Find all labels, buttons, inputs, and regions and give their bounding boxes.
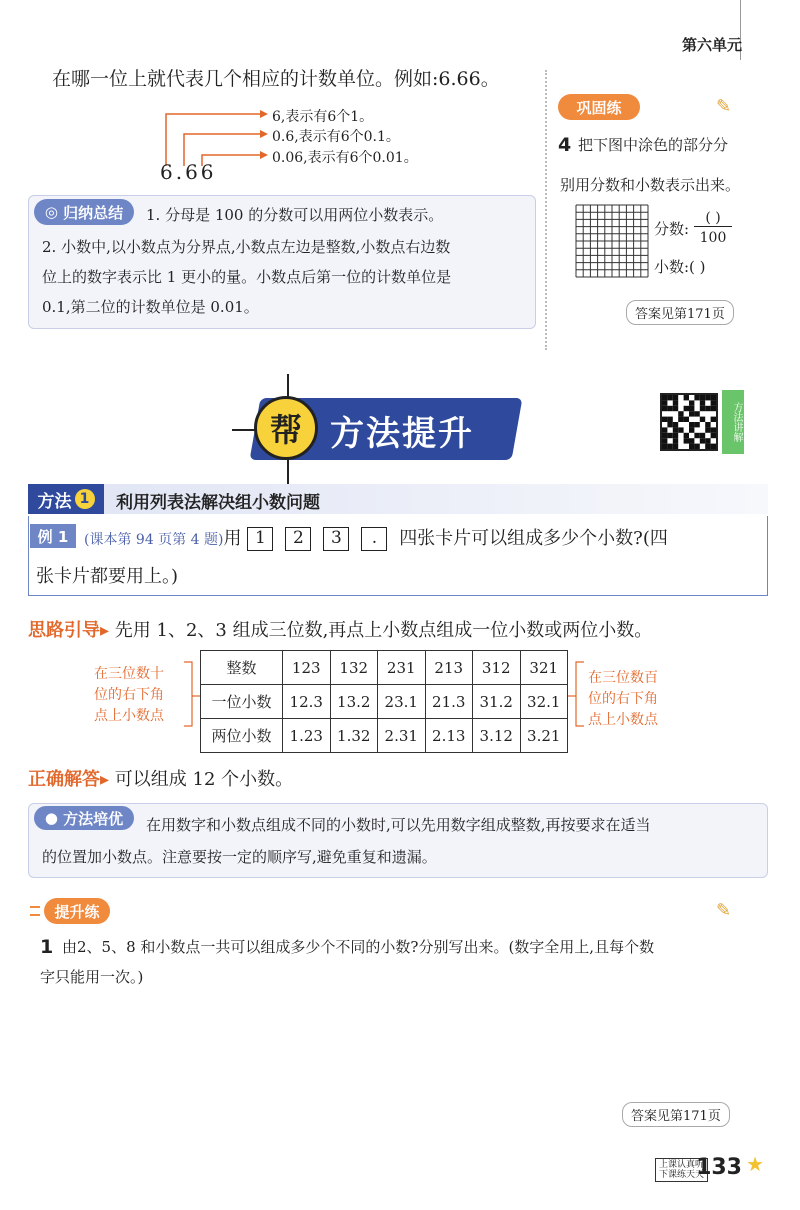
qr-module [662, 406, 667, 411]
qr-module [711, 406, 716, 411]
table-row [201, 719, 568, 753]
table-cell: 31.2 [473, 685, 521, 719]
qr-module [667, 406, 672, 411]
intro-text: 在哪一位上就代表几个相应的计数单位。例如:6.66。 [52, 68, 500, 90]
corner-decoration [740, 0, 780, 60]
qr-module [667, 422, 672, 427]
card-3: 3 [323, 527, 349, 551]
consolidate-tag: 巩固练 [558, 94, 640, 120]
qr-module [662, 444, 667, 449]
qr-module [705, 406, 710, 411]
table-cell: 3.21 [520, 719, 568, 753]
qr-module [694, 395, 699, 400]
qr-module [689, 427, 694, 432]
qr-module [678, 417, 683, 422]
qr-code[interactable] [660, 393, 718, 451]
example-pre: 用 [223, 528, 242, 549]
qr-module [667, 444, 672, 449]
qr-module [689, 400, 694, 405]
table-cell: 2.31 [378, 719, 426, 753]
qr-module [689, 411, 694, 416]
column-divider [545, 70, 547, 350]
qr-module [673, 433, 678, 438]
qr-module [700, 438, 705, 443]
card-2: 2 [285, 527, 311, 551]
tip-tag-label: 方法培优 [63, 809, 124, 828]
table-cell: 21.3 [425, 685, 473, 719]
raise-answer-reference: 答案见第171页 [622, 1102, 730, 1127]
qr-module [684, 433, 689, 438]
method-number: 1 [75, 489, 95, 509]
exercise-number: 4 [558, 134, 572, 156]
qr-module [667, 395, 672, 400]
summary-line-4: 0.1,第二位的计数单位是 0.01。 [42, 298, 259, 316]
qr-module [667, 417, 672, 422]
note-right-line: 点上小数点 [588, 712, 658, 728]
banner-title: 方法提升 [330, 414, 474, 454]
table-cell: 231 [378, 651, 426, 685]
qr-module [711, 427, 716, 432]
qr-module [711, 400, 716, 405]
qr-module [673, 395, 678, 400]
table-cell: 213 [425, 651, 473, 685]
example-line-1 [84, 524, 668, 551]
answer-reference: 答案见第171页 [626, 300, 734, 325]
table-cell: 13.2 [330, 685, 378, 719]
example-post: 四张卡片可以组成多少个小数?(四 [399, 528, 668, 549]
qr-module [673, 427, 678, 432]
note-left [94, 664, 164, 727]
qr-module [673, 400, 678, 405]
qr-module [684, 395, 689, 400]
qr-module [711, 433, 716, 438]
qr-module [689, 422, 694, 427]
thinking-line: 思路引导▸ 先用 1、2、3 组成三位数,再点上小数点组成一位小数或两位小数。 [28, 620, 653, 641]
fraction-denominator: 100 [699, 230, 727, 246]
qr-module [662, 417, 667, 422]
table-cell: 312 [473, 651, 521, 685]
method-tag [28, 484, 104, 514]
table-cell: 23.1 [378, 685, 426, 719]
qr-module [711, 395, 716, 400]
qr-module [678, 411, 683, 416]
qr-module [694, 433, 699, 438]
diagram-number: 6.66 [160, 160, 217, 184]
qr-module [662, 438, 667, 443]
tip-line-2: 的位置加小数点。注意要按一定的顺序写,避免重复和遗漏。 [42, 848, 437, 866]
table-cell: 3.12 [473, 719, 521, 753]
method-title: 利用列表法解决组小数问题 [116, 493, 320, 513]
qr-module [700, 406, 705, 411]
bang-badge: 帮 [254, 396, 318, 460]
diagram-label-tenths: 0.6,表示有6个0.1。 [272, 129, 400, 145]
thinking-text: 先用 1、2、3 组成三位数,再点上小数点组成一位小数或两位小数。 [114, 620, 653, 641]
qr-module [711, 444, 716, 449]
qr-module [700, 417, 705, 422]
note-left-line: 点上小数点 [94, 708, 164, 724]
card-dot: . [361, 527, 387, 551]
footer-brand-line: 下课练天天 [658, 1170, 704, 1180]
table-cell: 123 [283, 651, 331, 685]
fraction-label: 分数: [654, 220, 690, 238]
summary-line-2: 2. 小数中,以小数点为分界点,小数点左边是整数,小数点右边数 [42, 238, 451, 256]
footer-brand-line: 上课认真听 [658, 1160, 704, 1170]
qr-side-label: 方法讲解 [722, 390, 744, 454]
qr-module [694, 444, 699, 449]
qr-module [684, 406, 689, 411]
qr-module [662, 427, 667, 432]
note-right [588, 668, 658, 731]
table-row [201, 651, 568, 685]
qr-module [689, 438, 694, 443]
qr-module [705, 444, 710, 449]
qr-module [711, 417, 716, 422]
tip-tag: ● 方法培优 [34, 806, 134, 830]
qr-module [705, 422, 710, 427]
hundred-grid [575, 204, 649, 278]
qr-module [705, 427, 710, 432]
qr-module [673, 438, 678, 443]
table-cell: 一位小数 [201, 685, 283, 719]
table-cell: 1.32 [330, 719, 378, 753]
qr-module [689, 444, 694, 449]
note-left-line: 在三位数十 [94, 666, 164, 682]
method-tag-label: 方法 [37, 491, 72, 512]
summary-line-1: 1. 分母是 100 的分数可以用两位小数表示。 [146, 206, 444, 224]
diagram-label-hundredths: 0.06,表示有6个0.01。 [272, 150, 418, 166]
qr-module [705, 438, 710, 443]
unit-title: 第六单元 [681, 36, 742, 54]
qr-module [667, 433, 672, 438]
table-cell: 321 [520, 651, 568, 685]
qr-module [694, 422, 699, 427]
qr-module [684, 417, 689, 422]
pencil-icon: ✎ [716, 96, 732, 117]
answer-label: 正确解答 [28, 769, 100, 790]
qr-module [694, 411, 699, 416]
qr-module [673, 406, 678, 411]
qr-module [662, 395, 667, 400]
qr-module [700, 433, 705, 438]
note-right-line: 在三位数百 [588, 670, 658, 686]
decimal-table [200, 650, 568, 753]
page-number: 133 [696, 1155, 742, 1180]
qr-module [678, 427, 683, 432]
note-left-line: 位的右下角 [94, 687, 164, 703]
example-source: (课本第 94 页第 4 题) [84, 532, 224, 548]
note-right-line: 位的右下角 [588, 691, 658, 707]
table-cell: 整数 [201, 651, 283, 685]
raise-line-1: 由2、5、8 和小数点一共可以组成多少个不同的小数?分别写出来。(数字全用上,且每个数 [62, 938, 655, 956]
table-cell: 两位小数 [201, 719, 283, 753]
star-icon: ★ [746, 1152, 764, 1176]
note-left-bracket [182, 660, 200, 728]
qr-module [689, 406, 694, 411]
qr-module [673, 444, 678, 449]
decimal-answer[interactable]: 小数:( ) [654, 258, 706, 276]
summary-tag: ◎ 归纳总结 [34, 199, 134, 225]
fraction-numerator[interactable]: ( ) [694, 210, 732, 227]
answer-text: 可以组成 12 个小数。 [114, 769, 294, 790]
qr-module [700, 400, 705, 405]
summary-line-3: 位上的数字表示比 1 更小的量。小数点后第一位的计数单位是 [42, 268, 452, 286]
summary-tag-label: 归纳总结 [63, 203, 124, 222]
qr-module [662, 400, 667, 405]
note-right-bracket [568, 660, 586, 728]
raise-line-2: 字只能用一次。) [40, 968, 144, 986]
qr-module [700, 395, 705, 400]
pencil-icon: ✎ [716, 900, 732, 921]
table-row [201, 685, 568, 719]
tip-line-1: 在用数字和小数点组成不同的小数时,可以先用数字组成整数,再按要求在适当 [146, 816, 651, 834]
table-cell: 12.3 [283, 685, 331, 719]
qr-module [673, 422, 678, 427]
example-tag: 例 1 [30, 524, 76, 548]
table-cell: 1.23 [283, 719, 331, 753]
qr-module [705, 395, 710, 400]
raise-exercise-number: 1 [40, 936, 54, 958]
example-line-2: 张卡片都要用上。) [36, 566, 179, 587]
exercise-text-1: 把下图中涂色的部分分 [578, 136, 729, 154]
diagram-label-ones: 6,表示有6个1。 [272, 109, 374, 125]
answer-line: 正确解答▸ 可以组成 12 个小数。 [28, 769, 294, 790]
raise-marker [30, 906, 40, 916]
thinking-label: 思路引导 [28, 620, 100, 641]
table-cell: 2.13 [425, 719, 473, 753]
card-1: 1 [247, 527, 273, 551]
qr-module [662, 433, 667, 438]
table-cell: 32.1 [520, 685, 568, 719]
raise-tag: 提升练 [44, 898, 110, 924]
exercise-text-2: 别用分数和小数表示出来。 [560, 176, 741, 194]
qr-module [684, 438, 689, 443]
table-cell: 132 [330, 651, 378, 685]
